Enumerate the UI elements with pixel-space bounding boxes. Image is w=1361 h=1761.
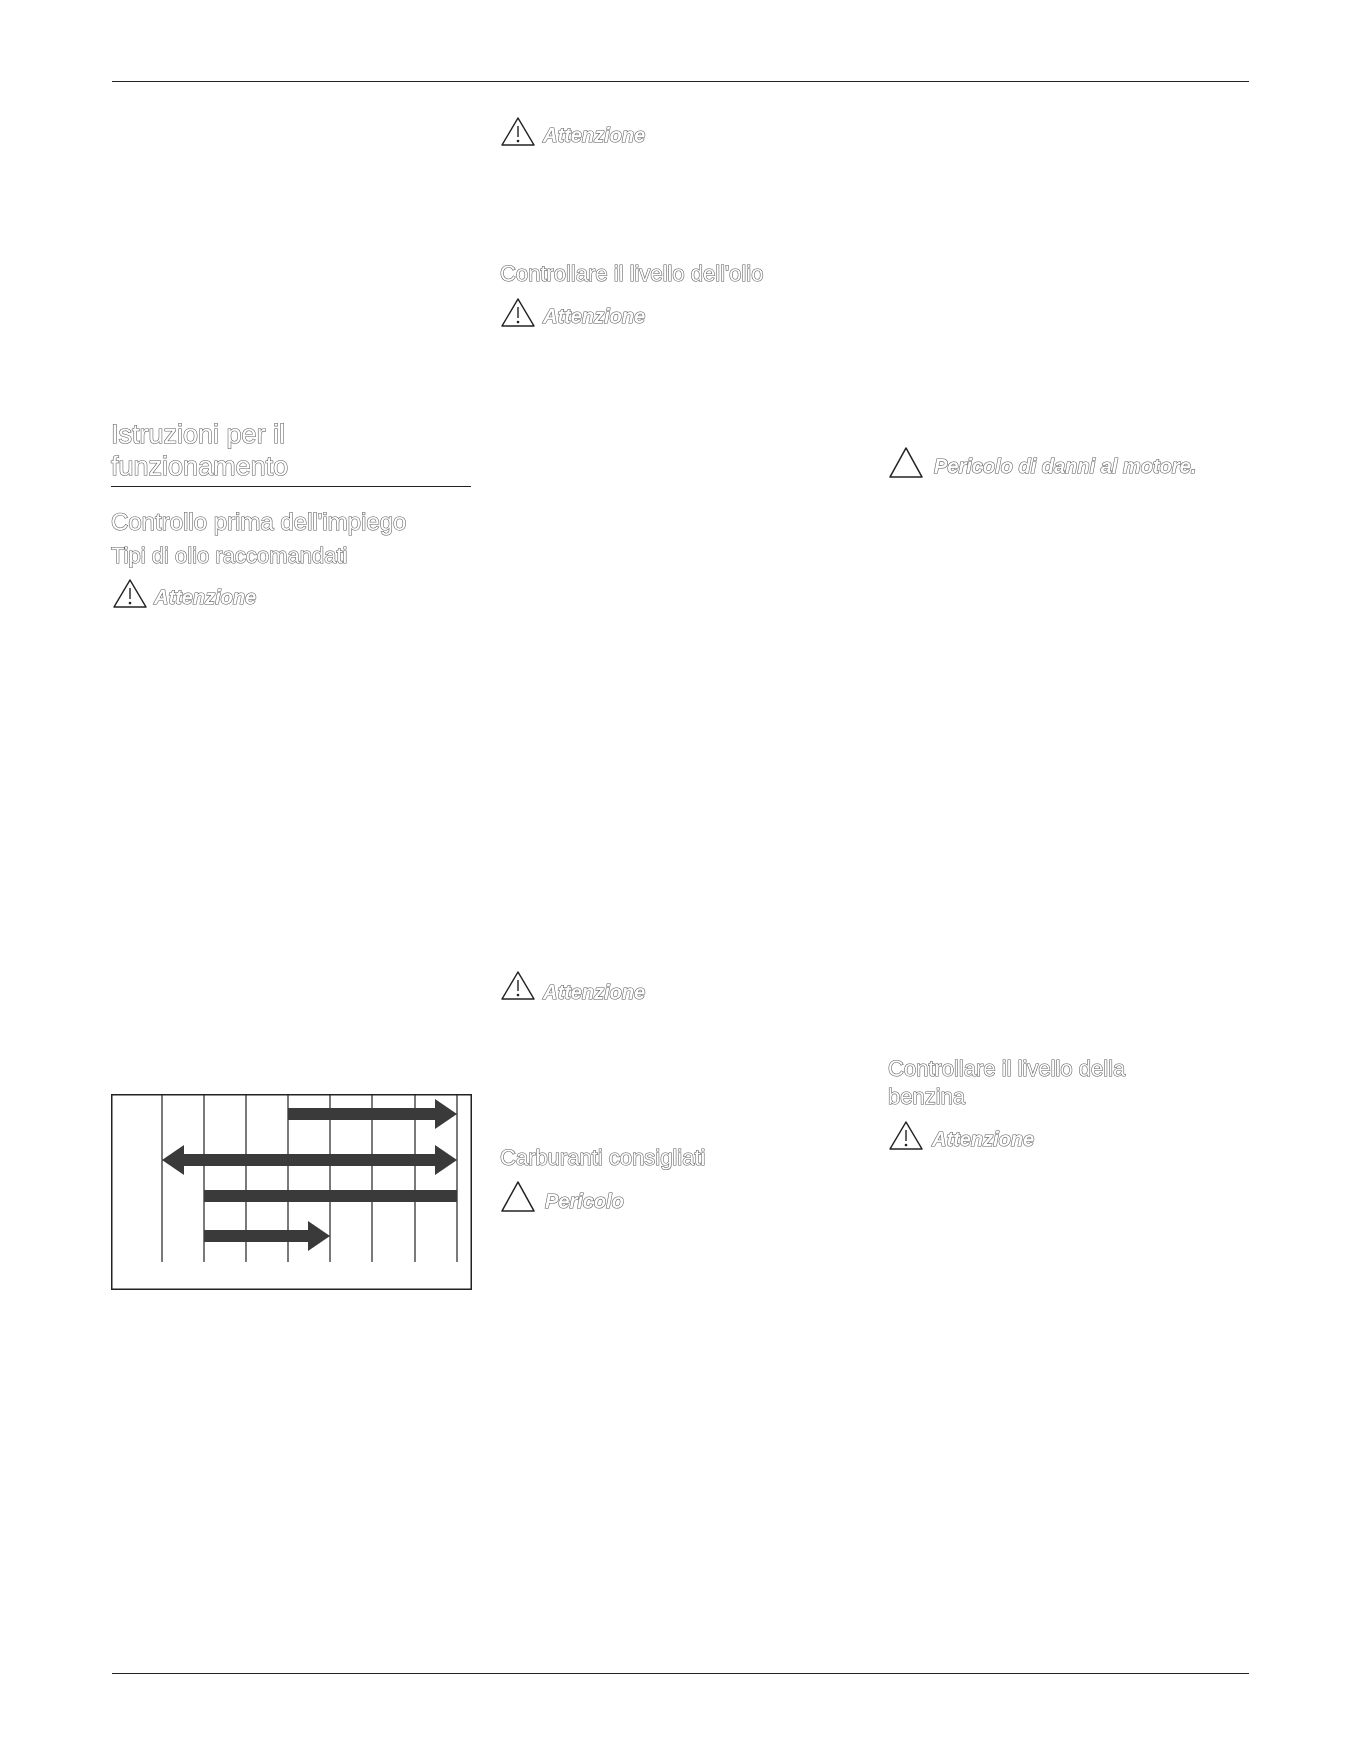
chart-bar-2 xyxy=(162,1145,457,1175)
warning-attenzione-2: Attenzione xyxy=(543,125,646,147)
chart-bar-3 xyxy=(204,1190,457,1202)
heading-istruzioni-line2: funzionamento xyxy=(111,451,289,481)
top-rule xyxy=(112,81,1249,82)
warning-attenzione-5: Attenzione xyxy=(932,1129,1035,1151)
heading-istruzioni-line1: Istruzioni per il xyxy=(111,419,286,449)
heading-benzina-line2: benzina xyxy=(888,1084,966,1109)
warning-attenzione-4: Attenzione xyxy=(543,982,646,1004)
heading-benzina-line1: Controllare il livello della xyxy=(888,1056,1126,1081)
warning-triangle-icon xyxy=(500,116,536,147)
warning-attenzione-3: Attenzione xyxy=(543,306,646,328)
bottom-rule xyxy=(112,1673,1249,1674)
chart-bars xyxy=(162,1099,457,1251)
heading-livello-olio: Controllare il livello dell'olio xyxy=(500,261,764,286)
heading-tipi-olio: Tipi di olio raccomandati xyxy=(111,543,348,568)
chart-bar-4 xyxy=(204,1221,330,1251)
warning-triangle-icon xyxy=(112,578,148,609)
heading-controllo: Controllo prima dell'impiego xyxy=(111,509,407,536)
warning-triangle-icon xyxy=(500,970,536,1001)
warning-attenzione-1: Attenzione xyxy=(154,587,257,609)
warning-pericolo: Pericolo xyxy=(545,1191,624,1213)
warning-triangle-icon xyxy=(500,297,536,328)
warning-pericolo-motore: Pericolo di danni al motore. xyxy=(934,456,1197,478)
oil-viscosity-chart xyxy=(111,1094,472,1290)
heading-carburanti: Carburanti consigliati xyxy=(500,1145,706,1170)
warning-triangle-icon xyxy=(888,1120,924,1151)
danger-triangle-icon xyxy=(888,446,924,479)
danger-triangle-icon xyxy=(500,1180,536,1213)
heading-underline xyxy=(111,486,471,487)
